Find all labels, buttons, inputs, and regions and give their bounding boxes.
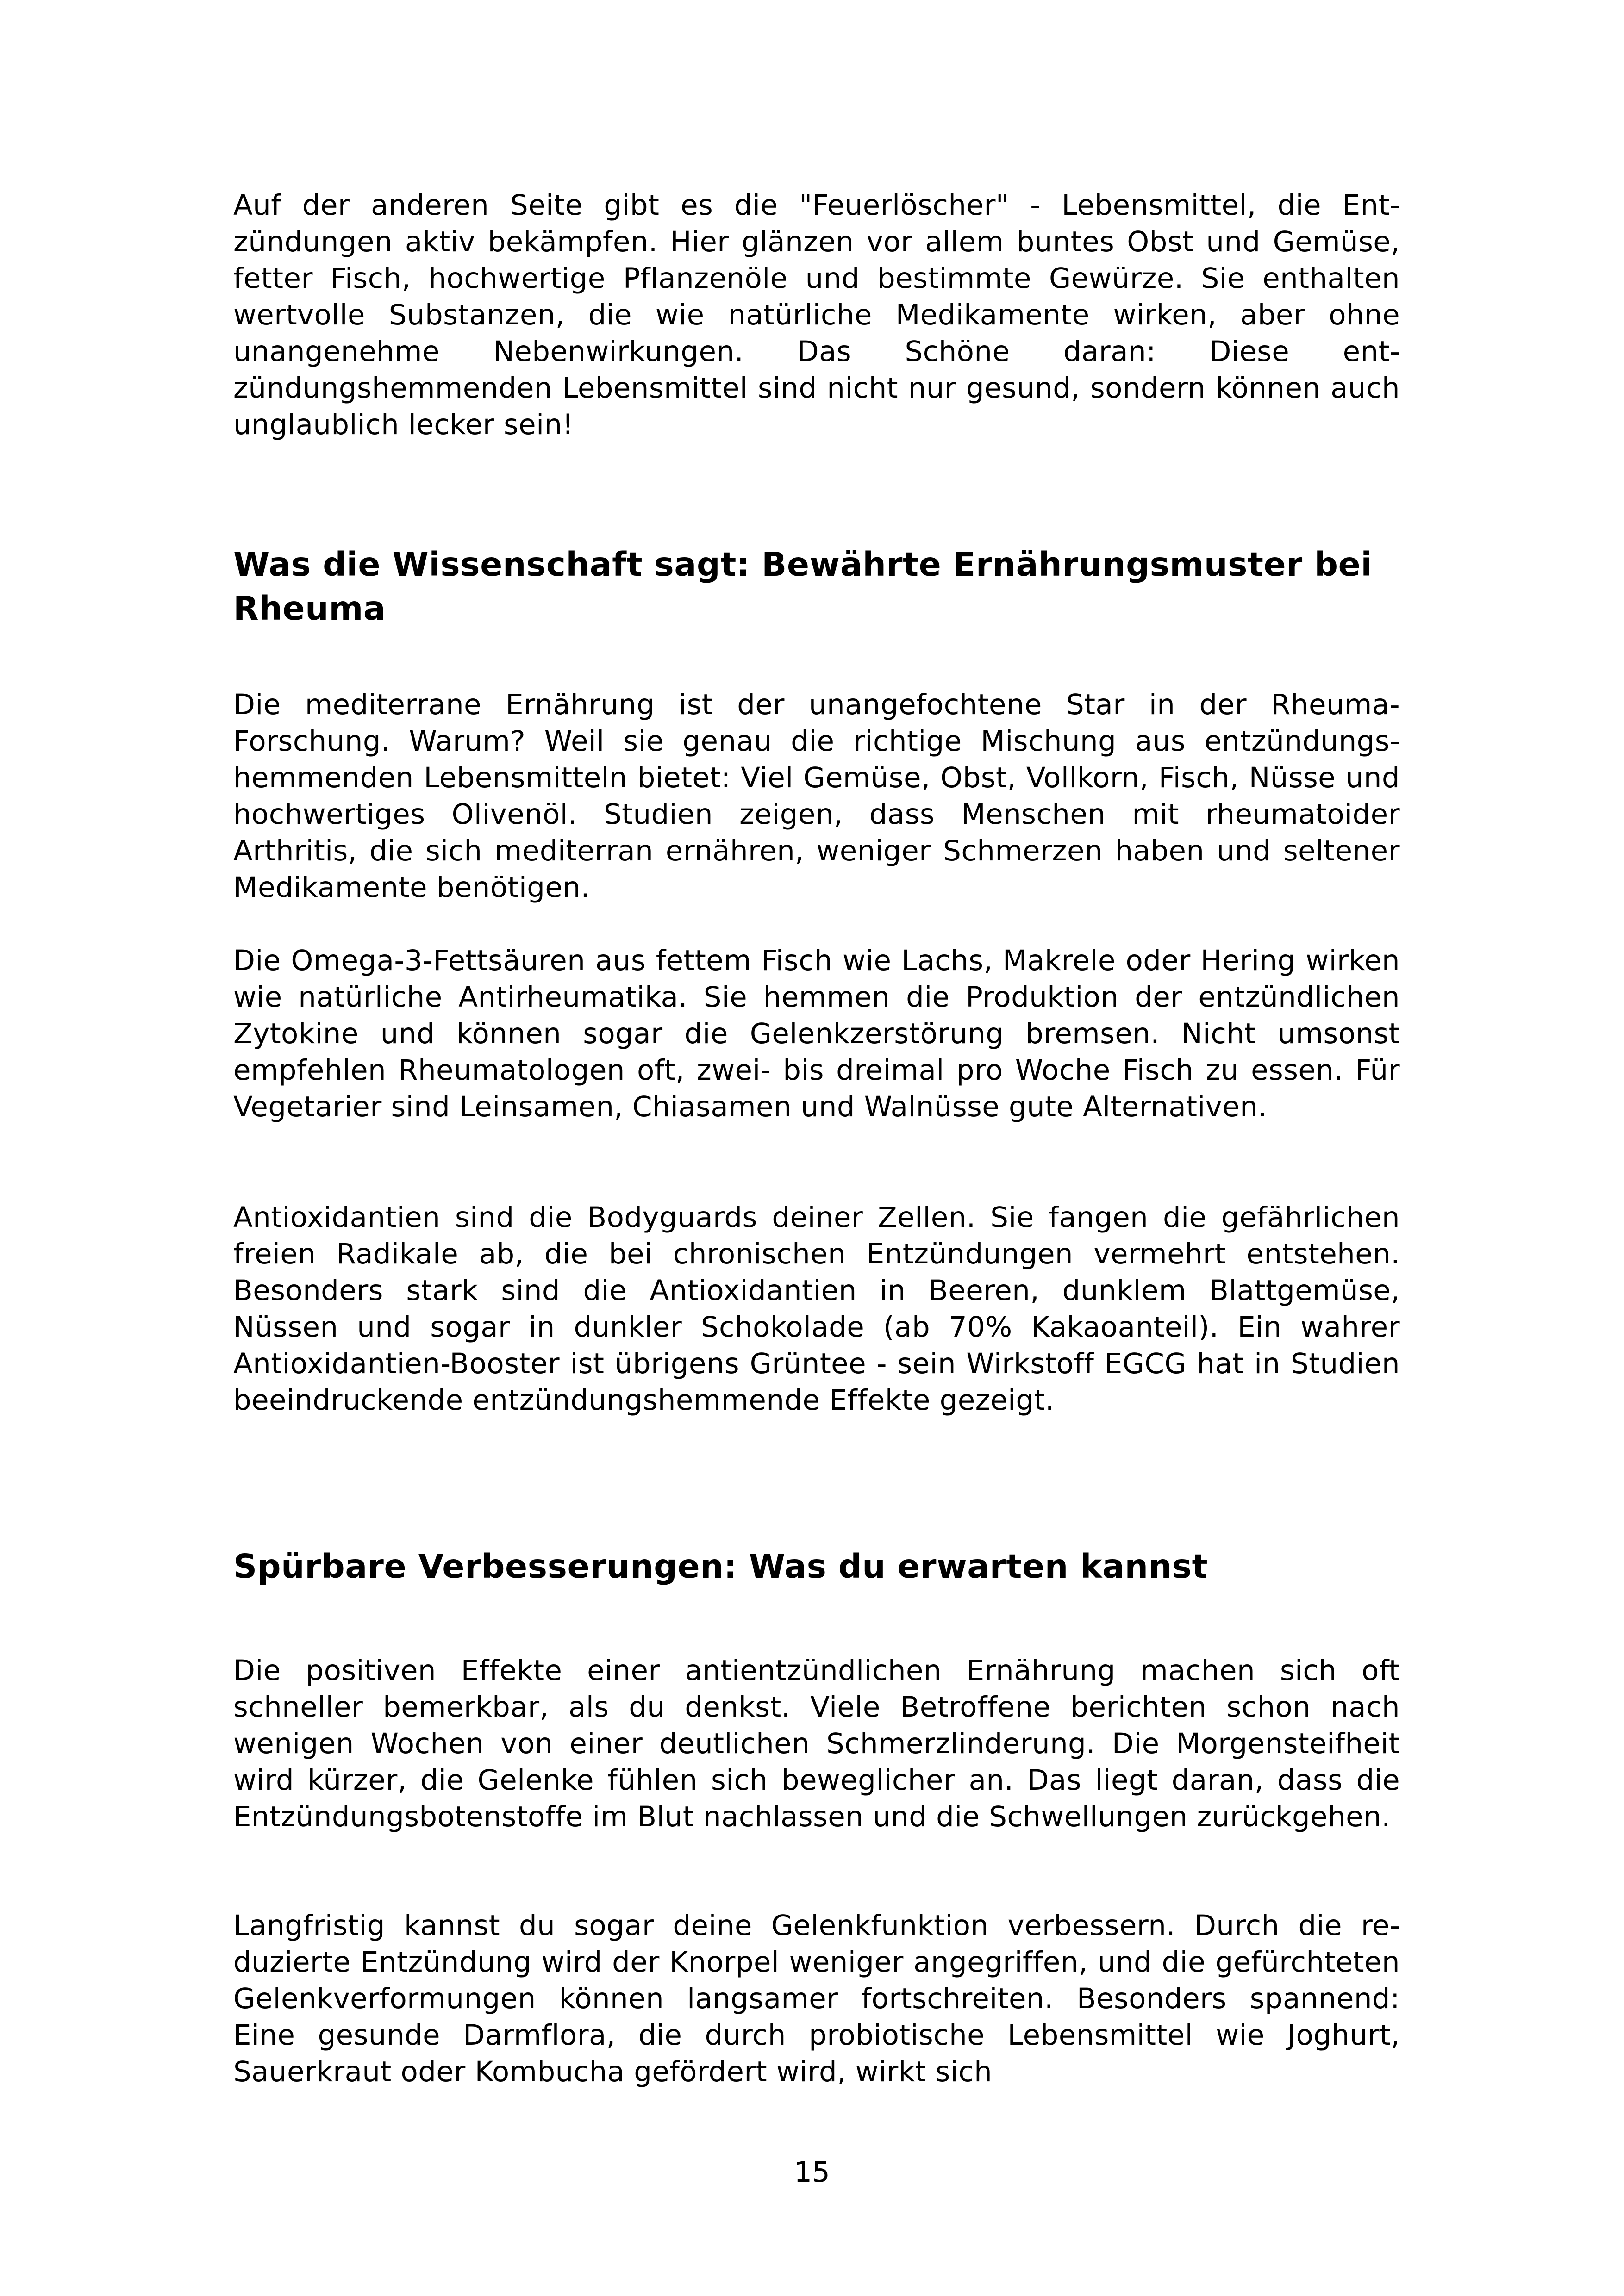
paragraph-mediterrane-ernaehrung: Die mediterrane Ernährung ist der unangefochtene Star in der Rheuma-Forschung. Warum? Weil sie genau die richtige Mischung aus entzündungshemmenden Lebensmitteln bietet: Viel Gemüse, Obst, Vollkorn, Fisch, Nüsse und hochwertiges Olivenöl. Studien zeigen, dass Menschen mit rheumatoider Arthritis, die sich mediterran ernähren, weniger Schmerzen haben und seltener Medikamente benötigen. [233, 688, 1400, 904]
section-heading-verbesserungen: Spürbare Verbesserungen: Was du erwarten kannst [233, 1547, 1208, 1586]
paragraph-omega-3: Die Omega-3-Fettsäuren aus fettem Fisch wie Lachs, Makrele oder Hering wirken wie natürliche Antirheumatika. Sie hemmen die Produktion der entzündlichen Zytokine und können sogar die Gelenkzerstörung bremsen. Nicht umsonst empfehlen Rheumatologen oft, zwei- bis dreimal pro Woche Fisch zu essen. Für Vegetarier sind Leinsamen, Chiasamen und Walnüsse gute Alternativen. [233, 944, 1400, 1123]
section-heading-wissenschaft: Was die Wissenschaft sagt: Bewährte Ernährungsmuster bei Rheuma [233, 545, 1373, 628]
page-number: 15 [794, 2156, 830, 2189]
paragraph-positive-effekte: Die positiven Effekte einer antientzündlichen Ernährung machen sich oft schneller bemerkbar, als du denkst. Viele Betroffene berichten schon nach wenigen Wochen von einer deutlichen Schmerzlinderung. Die Morgensteifheit wird kürzer, die Gelenke fühlen sich beweglicher an. Das liegt daran, dass die Entzündungsbotenstoffe im Blut nachlassen und die Schwellungen zurückgehen. [233, 1654, 1400, 1833]
paragraph-gelenkfunktion: Langfristig kannst du sogar deine Gelenkfunktion verbessern. Durch die reduzierte Entzündung wird der Knorpel weniger angegriffen, und die gefürchteten Gelenkverformungen können langsamer fortschreiten. Besonders spannend: Eine gesunde Darmflora, die durch probiotische Lebensmittel wie Joghurt, Sauerkraut oder Kombucha gefördert wird, wirkt sich [233, 1909, 1400, 2088]
paragraph-antioxidantien: Antioxidantien sind die Bodyguards deiner Zellen. Sie fangen die gefährlichen freien Radikale ab, die bei chronischen Entzündungen vermehrt entstehen. Besonders stark sind die Antioxidantien in Beeren, dunklem Blattgemüse, Nüssen und sogar in dunkler Schokolade (ab 70% Kakaoanteil). Ein wahrer Antioxidantien-Booster ist übrigens Grüntee - sein Wirkstoff EGCG hat in Studien beeindruckende entzündungshemmende Effekte gezeigt. [233, 1201, 1400, 1417]
paragraph-feuerloescher: Auf der anderen Seite gibt es die "Feuerlöscher" - Lebensmittel, die Entzündungen aktiv bekämpfen. Hier glänzen vor allem buntes Obst und Gemüse, fetter Fisch, hochwertige Pflanzenöle und bestimmte Gewürze. Sie enthalten wertvolle Substanzen, die wie natürliche Medikamente wirken, aber ohne unangenehme Nebenwirkungen. Das Schöne daran: Diese entzündungshemmenden Lebensmittel sind nicht nur gesund, sondern können auch unglaublich lecker sein! [233, 189, 1400, 441]
